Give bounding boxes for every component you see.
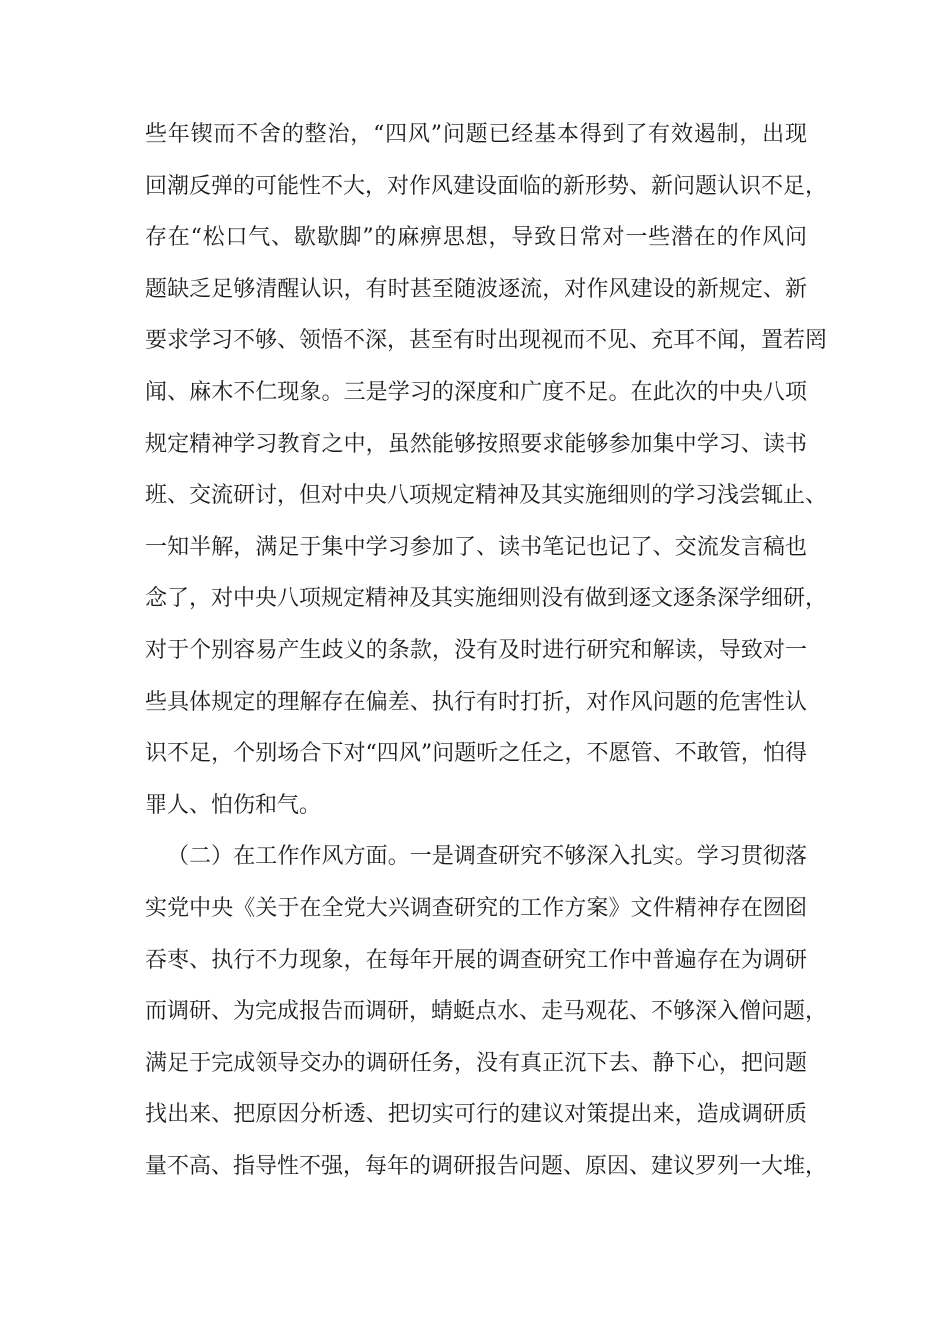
paragraph [145,109,828,831]
text-line: 量不高、指导性不强，每年的调研报告问题、原因、建议罗列一大堆， [145,1153,828,1179]
text-line: 吞枣、执行不力现象，在每年开展的调查研究工作中普遍存在为调研 [145,947,807,973]
text-line: 些具体规定的理解存在偏差、执行有时打折，对作风问题的危害性认 [145,689,807,715]
text-line: 回潮反弹的可能性不大，对作风建设面临的新形势、新问题认识不足， [145,173,828,199]
text-line: 闻、麻木不仁现象。三是学习的深度和广度不足。在此次的中央八项 [145,379,807,405]
text-line: （二）在工作作风方面。一是调查研究不够深入扎实。学习贯彻落 [167,844,807,870]
text-line: 班、交流研讨，但对中央八项规定精神及其实施细则的学习浅尝辄止、 [145,483,828,509]
paragraph [145,831,828,1192]
text-line: 一知半解，满足于集中学习参加了、读书笔记也记了、交流发言稿也 [145,534,807,560]
text-line: 而调研、为完成报告而调研，蜻蜓点水、走马观花、不够深入僧问题， [145,999,828,1025]
text-line: 识不足，个别场合下对“四风”问题听之任之，不愿管、不敢管，怕得 [145,741,807,767]
document-page [145,109,828,1192]
text-line: 题缺乏足够清醒认识，有时甚至随波逐流，对作风建设的新规定、新 [145,276,807,302]
text-line: 满足于完成领导交办的调研任务，没有真正沉下去、静下心，把问题 [145,1050,807,1076]
text-line: 些年锲而不舍的整治，“四风”问题已经基本得到了有效遏制，出现 [145,122,807,147]
text-line: 罪人、怕伤和气。 [145,792,322,818]
text-line: 规定精神学习教育之中，虽然能够按照要求能够参加集中学习、读书 [145,431,807,457]
text-line: 实党中央《关于在全党大兴调查研究的工作方案》文件精神存在囫囵 [145,895,807,921]
text-line: 对于个别容易产生歧义的条款，没有及时进行研究和解读，导致对一 [145,637,807,663]
text-line: 存在“松口气、歇歇脚”的麻痹思想，导致日常对一些潜在的作风问 [145,225,807,251]
text-line: 找出来、把原因分析透、把切实可行的建议对策提出来，造成调研质 [145,1102,807,1128]
text-line: 要求学习不够、领悟不深，甚至有时出现视而不见、充耳不闻，置若罔 [145,328,828,354]
text-line: 念了，对中央八项规定精神及其实施细则没有做到逐文逐条深学细研， [145,586,828,612]
